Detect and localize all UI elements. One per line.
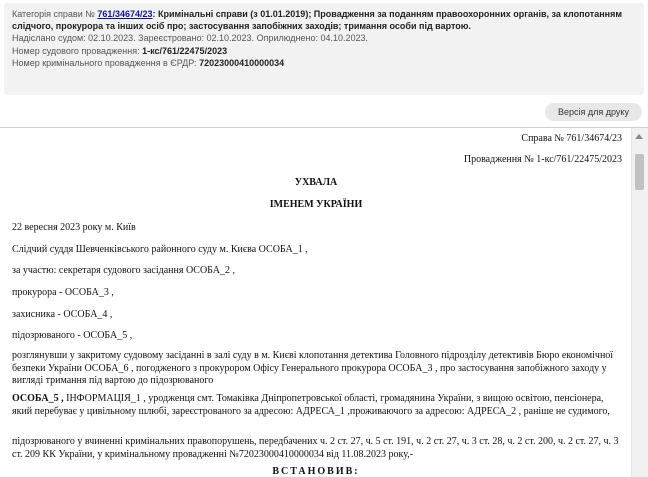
document-subtitle: ІМЕНЕМ УКРАЇНИ [269,199,363,210]
defender-line: захисника - ОСОБА_4 , [12,309,113,320]
category-label: Категорія справи № [12,9,95,19]
proceeding-row [12,45,636,57]
prosecutor-line: прокурора - ОСОБА_3 , [12,287,114,298]
suspect-line: підозрюваного - ОСОБА_5 , [12,330,133,341]
person-details: ІНФОРМАЦІЯ_1 , уродженця смт. Томаківка Дніпропетровської області, громадянина України, з вищою освітою, пенсіонера, який перебуває у цивільному шлюбі, зареєстрованого за адресою: АДРЕСА_1 ,проживаючого за адресою: АДРЕСА_2 , раніше не судимого, [12,393,610,417]
case-info-panel [4,3,644,95]
print-version-button[interactable]: Версія для друку [545,103,642,121]
scrollbar-thumb[interactable] [635,154,644,190]
considered-paragraph: розглянувши у закритому судовому засіданні в залі суду в м. Києві клопотання детектива Головного підрозділу детективів Бюро економічної безпеки України ОСОБА_6 , погодженого з прокурором Офісу Генерального прокурора ОСОБА_3 , про застосування запобіжного заходу у вигляді тримання під вартою до підозрюваного [12,350,614,386]
dates-row: Надіслано судом: 02.10.2023. Зареєстровано: 02.10.2023. Оприлюднено: 04.10.2023. [12,33,369,44]
erdr-value: 72023000410000034 [199,57,285,68]
established-heading: ВСТАНОВИВ: [272,466,360,477]
suspicion-paragraph: підозрюваного у вчиненні кримінальних правопорушень, передбачених ч. 2 ст. 27, ч. 5 ст. 191, ч. 2 ст. 27, ч. 3 ст. 28, ч. 2 ст. 200, ч. 2 ст. 27, ч. 3 ст. 209 КК України, у кримінальному провадженні №72023000410000034 від 11.08.2023 року,- [12,436,619,460]
document-viewer[interactable] [0,127,648,477]
proceeding-label: Номер судового провадження: [12,45,140,56]
proceeding-value: 1-кс/761/22475/2023 [142,45,228,56]
person-paragraph [12,393,624,418]
date-line: 22 вересня 2023 року м. Київ [12,222,136,233]
document-title: УХВАЛА [294,177,338,188]
case-number-link[interactable]: 761/34674/23 [97,9,153,19]
case-category-row [12,8,636,32]
judge-line: Слідчий суддя Шевченківського районного суду м. Києва ОСОБА_1 , [12,244,308,255]
person-name: ОСОБА_5 , [12,393,64,404]
scroll-up-arrow-icon[interactable] [635,134,643,139]
erdr-row [12,57,636,69]
erdr-label: Номер кримінального провадження в ЄРДР: [12,57,197,68]
case-number: Справа № 761/34674/23 [521,133,622,144]
proceeding-number: Провадження № 1-кс/761/22475/2023 [463,154,622,165]
category-value: : Кримінальні справи (з 01.01.2019); Провадження за поданням правоохоронних органів, за клопотанням слідчого, прокурора та інших осіб про; застосування запобіжних заходів; тримання особи під вартою. [12,9,622,32]
participation-line: за участю: секретаря судового засідання ОСОБА_2 , [12,265,236,276]
scrollbar[interactable] [631,128,648,477]
